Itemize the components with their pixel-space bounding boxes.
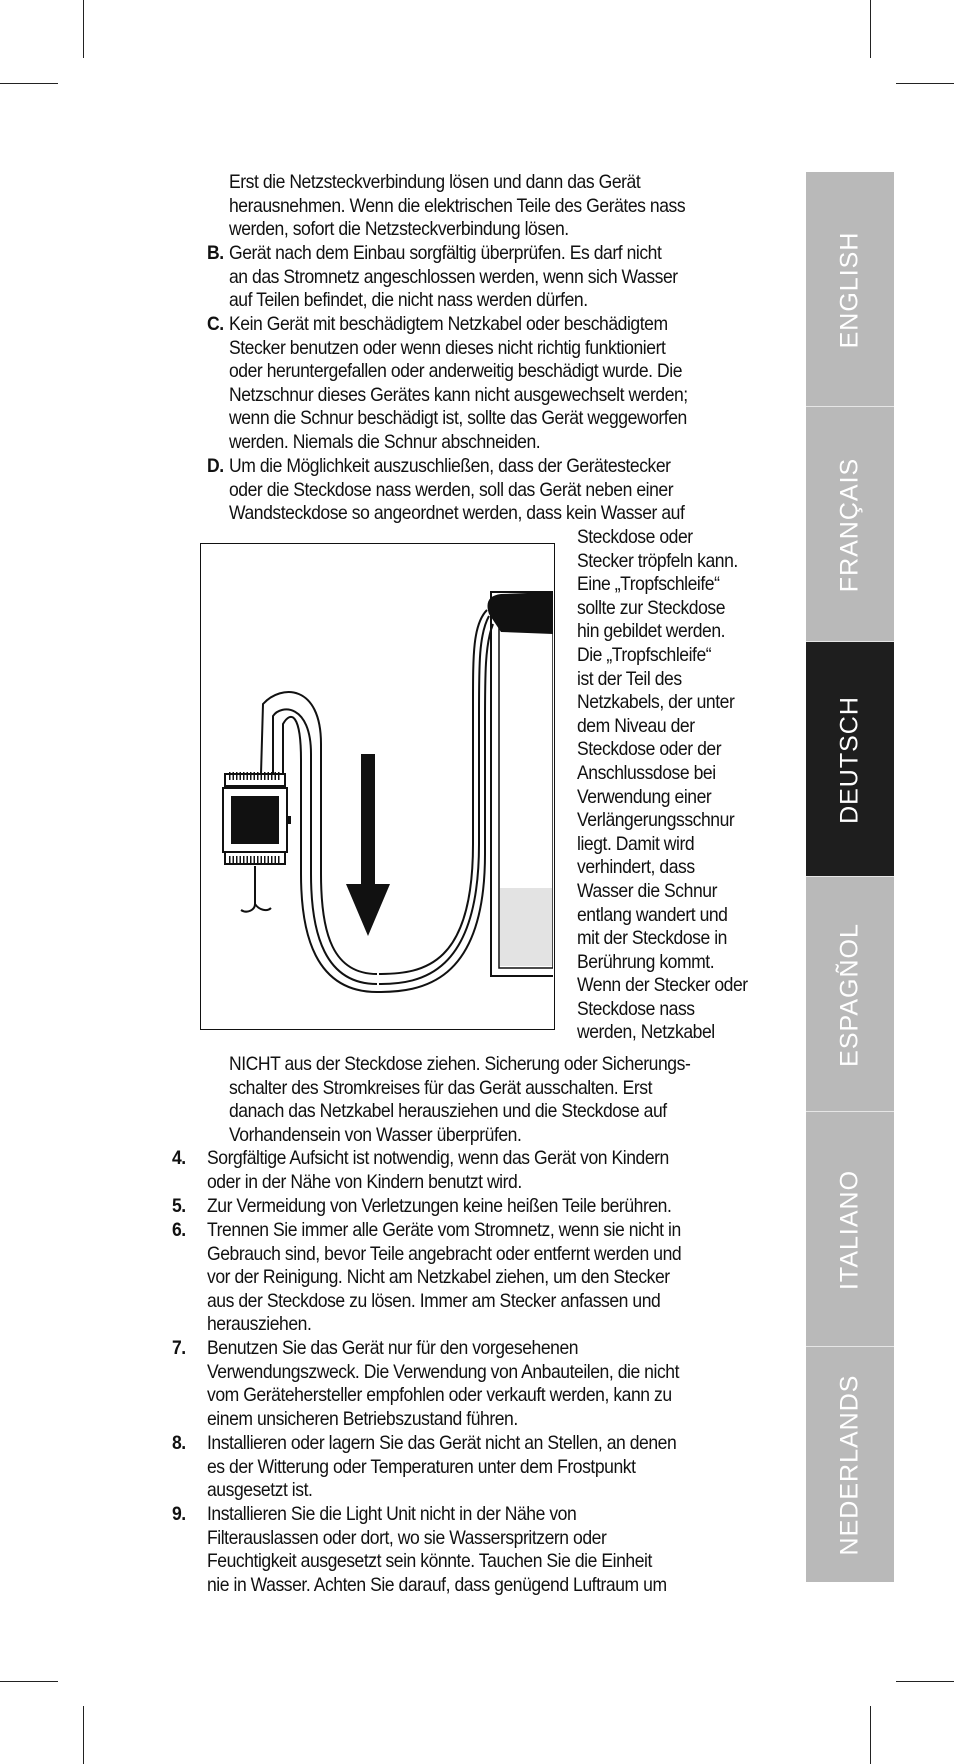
language-tabs <box>806 172 894 1582</box>
text-line: liegt. Damit wird <box>577 832 695 855</box>
text-line: Gerät nach dem Einbau sorgfältig überprüfen. Es darf nicht <box>229 242 662 264</box>
text-line: entlang wandert und <box>577 903 728 926</box>
text-line: herausnehmen. Wenn die elektrischen Teile des Gerätes nass <box>229 194 686 217</box>
text-line: danach das Netzkabel herausziehen und die Steckdose auf <box>229 1100 667 1123</box>
crop-mark <box>896 1681 954 1682</box>
text-line: herausziehen. <box>207 1313 312 1336</box>
text-line: Stecker tröpfeln kann. <box>577 549 738 572</box>
text-line: Kein Gerät mit beschädigtem Netzkabel oder beschädigtem <box>229 313 668 335</box>
text-line: Steckdose nass <box>577 997 695 1020</box>
text-line: schalter des Stromkreises für das Gerät ausschalten. Erst <box>229 1076 653 1099</box>
paragraph-item-5 <box>207 1195 671 1219</box>
tab-label: ESPAGÑOL <box>835 923 864 1067</box>
crop-mark <box>83 0 84 58</box>
paragraph-item-8 <box>207 1432 676 1503</box>
text-line: Wandsteckdose so angeordnet werden, dass kein Wasser auf <box>229 502 685 525</box>
tab-deutsch[interactable] <box>806 642 894 877</box>
down-arrow-icon <box>346 754 390 936</box>
text-line: dem Niveau der <box>577 714 695 737</box>
item-marker-8: 8. <box>172 1432 186 1454</box>
text-line: aus der Steckdose zu lösen. Immer am Stecker anfassen und <box>207 1289 661 1312</box>
text-line: hin gebildet werden. <box>577 620 726 643</box>
item-marker-4: 4. <box>172 1147 186 1169</box>
text-line: Zur Vermeidung von Verletzungen keine heißen Teile berühren. <box>207 1195 672 1217</box>
text-line: Netzschnur dieses Gerätes kann nicht ausgewechselt werden; <box>229 383 688 406</box>
text-line: Installieren Sie die Light Unit nicht in der Nähe von <box>207 1503 577 1525</box>
item-marker-9: 9. <box>172 1503 186 1525</box>
text-line: einem unsicheren Betriebszustand führen. <box>207 1407 518 1430</box>
text-line: wenn die Schnur beschädigt ist, sollte das Gerät weggeworfen <box>229 407 687 430</box>
text-line: es der Witterung oder Temperaturen unter dem Frostpunkt <box>207 1455 636 1478</box>
text-line: NICHT aus der Steckdose ziehen. Sicherung oder Sicherungs- <box>229 1053 691 1075</box>
text-line: Filterauslassen oder dort, wo sie Wasserspritzern oder <box>207 1526 607 1549</box>
tab-nederlands[interactable] <box>806 1347 894 1582</box>
paragraph-item-7 <box>207 1337 679 1431</box>
text-line: Die „Tropfschleife“ <box>577 643 712 666</box>
paragraph-c <box>229 313 688 455</box>
crop-mark <box>870 1706 871 1764</box>
text-line: Berührung kommt. <box>577 950 715 973</box>
tab-label: DEUTSCH <box>835 696 864 824</box>
text-line: mit der Steckdose in <box>577 927 728 950</box>
text-line: Sorgfältige Aufsicht ist notwendig, wenn das Gerät von Kindern <box>207 1147 669 1169</box>
paragraph-d-after <box>229 1053 690 1147</box>
text-line: Anschlussdose bei <box>577 761 716 784</box>
text-line: Vorhandensein von Wasser überprüfen. <box>229 1123 522 1146</box>
tab-label: ITALIANO <box>835 1169 864 1291</box>
text-line: Verwendungszweck. Die Verwendung von Anbauteilen, die nicht <box>207 1360 680 1383</box>
tab-english[interactable] <box>806 172 894 407</box>
text-line: oder in der Nähe von Kindern benutzt wird. <box>207 1170 522 1193</box>
text-line: Verwendung einer <box>577 785 712 808</box>
text-line: werden. Niemals die Schnur abschneiden. <box>229 430 541 453</box>
paragraph-item-4 <box>207 1147 669 1194</box>
drip-loop-drawing <box>201 544 553 1028</box>
text-line: verhindert, dass <box>577 856 695 879</box>
text-line: Stecker benutzen oder wenn dieses nicht richtig funktioniert <box>229 336 666 359</box>
text-line: oder heruntergefallen oder anderweitig beschädigt wurde. Die <box>229 360 683 383</box>
text-line: Installieren oder lagern Sie das Gerät nicht an Stellen, an denen <box>207 1432 677 1454</box>
text-line: Steckdose oder <box>577 526 693 548</box>
tab-italiano[interactable] <box>806 1112 894 1347</box>
text-line: werden, sofort die Netzsteckverbindung lösen. <box>229 218 569 241</box>
tab-label: ENGLISH <box>835 231 864 349</box>
crop-mark <box>83 1706 84 1764</box>
item-marker-7: 7. <box>172 1337 186 1359</box>
crop-mark <box>0 1681 58 1682</box>
paragraph-item-9 <box>207 1503 667 1597</box>
tab-francais[interactable] <box>806 407 894 642</box>
text-line: Steckdose oder der <box>577 738 722 761</box>
crop-mark <box>896 83 954 84</box>
text-line: Erst die Netzsteckverbindung lösen und dann das Gerät <box>229 171 641 193</box>
text-line: Um die Möglichkeit auszuschließen, dass der Gerätestecker <box>229 455 671 477</box>
paragraph-intro <box>229 171 685 242</box>
text-line: werden, Netzkabel <box>577 1021 715 1044</box>
tab-label: NEDERLANDS <box>835 1374 864 1556</box>
text-line: Wasser die Schnur <box>577 879 717 902</box>
power-cord <box>261 610 493 992</box>
paragraph-item-6 <box>207 1219 681 1337</box>
item-marker-5: 5. <box>172 1195 186 1217</box>
tab-espagnol[interactable] <box>806 877 894 1112</box>
text-line: Benutzen Sie das Gerät nur für den vorgesehenen <box>207 1337 579 1359</box>
text-line: Netzkabels, der unter <box>577 691 735 714</box>
item-marker-b: B. <box>207 242 224 264</box>
text-line: auf Teilen befindet, die nicht nass werden dürfen. <box>229 289 588 312</box>
text-line: an das Stromnetz angeschlossen werden, wenn sich Wasser <box>229 265 678 288</box>
tab-label: FRANÇAIS <box>835 457 864 593</box>
crop-mark <box>870 0 871 58</box>
text-line: Eine „Tropfschleife“ <box>577 573 720 596</box>
text-line: Wenn der Stecker oder <box>577 974 748 997</box>
text-line: nie in Wasser. Achten Sie darauf, dass genügend Luftraum um <box>207 1573 667 1596</box>
text-line: Trennen Sie immer alle Geräte vom Stromnetz, wenn sie nicht in <box>207 1219 681 1241</box>
text-line: sollte zur Steckdose <box>577 596 726 619</box>
paragraph-d <box>229 455 684 526</box>
text-line: Gebrauch sind, bevor Teile angebracht oder entfernt werden und <box>207 1242 682 1265</box>
text-line: Verlängerungsschnur <box>577 809 735 832</box>
wall-socket-shade <box>500 888 552 966</box>
paragraph-d-side <box>577 526 748 1045</box>
text-line: ist der Teil des <box>577 667 682 690</box>
item-marker-c: C. <box>207 313 224 335</box>
text-line: ausgesetzt ist. <box>207 1479 313 1502</box>
drip-loop-illustration <box>200 543 555 1030</box>
paragraph-b <box>229 242 678 313</box>
text-line: vom Gerätehersteller empfohlen oder verkauft werden, kann zu <box>207 1384 672 1407</box>
item-marker-6: 6. <box>172 1219 186 1241</box>
extension-connector <box>223 774 291 912</box>
item-marker-d: D. <box>207 455 224 477</box>
crop-mark <box>0 83 58 84</box>
text-line: oder die Steckdose nass werden, soll das Gerät neben einer <box>229 478 674 501</box>
text-line: vor der Reinigung. Nicht am Netzkabel ziehen, um den Stecker <box>207 1266 670 1289</box>
text-line: Feuchtigkeit ausgesetzt sein könnte. Tauchen Sie die Einheit <box>207 1550 652 1573</box>
